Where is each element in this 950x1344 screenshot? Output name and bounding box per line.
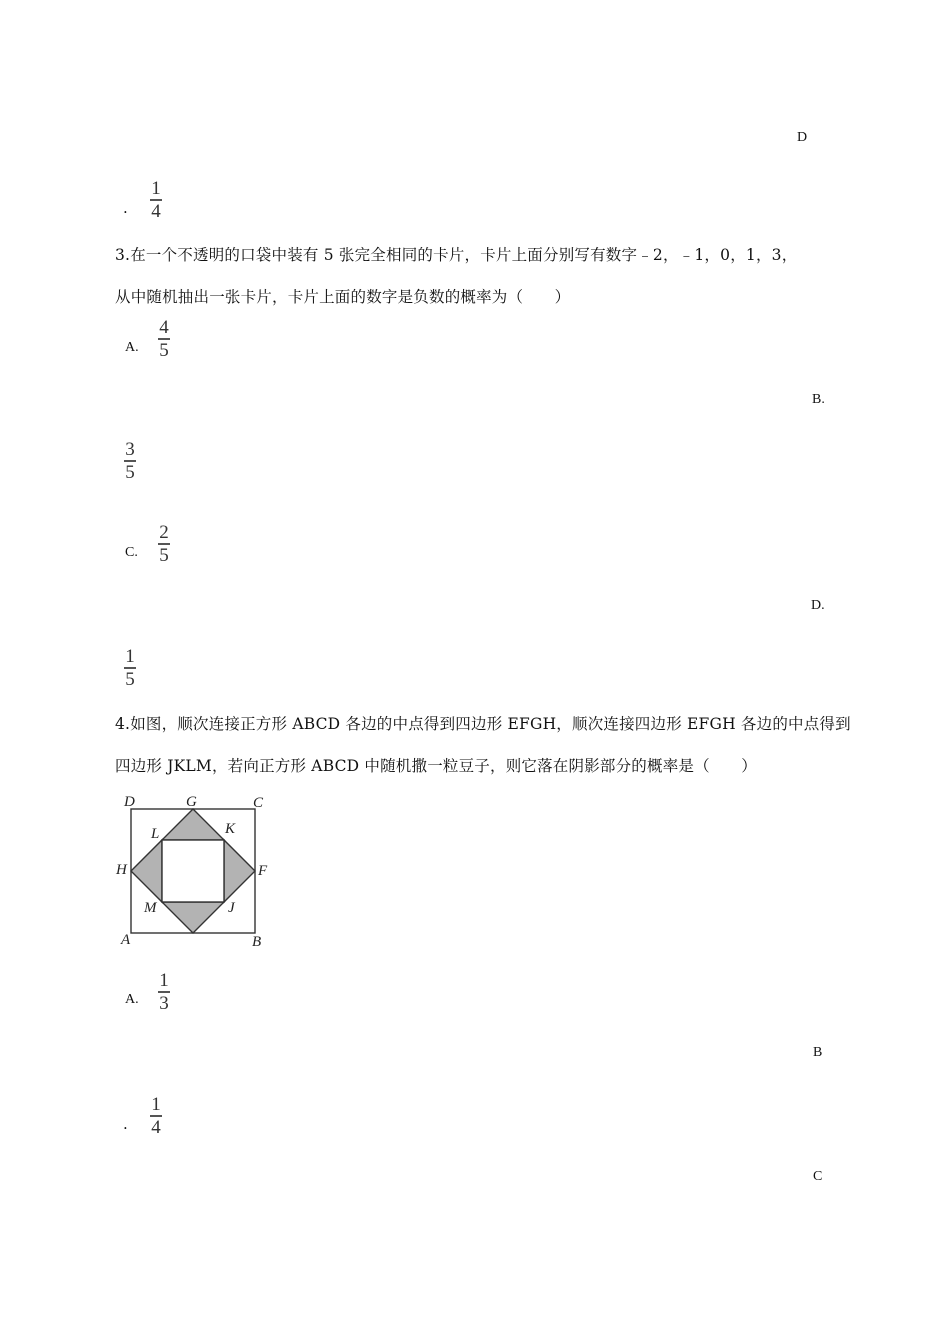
shaded-triangle-top	[162, 809, 224, 840]
q3-option-d-label: D.	[811, 598, 825, 613]
shaded-triangle-left	[131, 840, 162, 902]
label-k: K	[225, 821, 236, 837]
label-b: B	[252, 934, 262, 950]
q4-option-b-label: B	[813, 1045, 823, 1060]
label-c: C	[253, 795, 264, 811]
fraction-denominator: 4	[151, 200, 161, 222]
fraction-numerator: 1	[159, 970, 169, 991]
fraction-denominator: 5	[159, 339, 169, 361]
question-4-line-1: 4.如图，顺次连接正方形 ABCD 各边的中点得到四边形 EFGH，顺次连接四边形 EFGH 各边的中点得到	[115, 715, 851, 733]
q4-option-b-dot: .	[123, 1115, 128, 1133]
fraction-denominator: 5	[125, 668, 135, 690]
label-m: M	[144, 900, 157, 916]
option-d-dot: .	[123, 199, 128, 217]
label-j: J	[228, 900, 235, 916]
option-d-fraction	[150, 180, 162, 220]
q4-option-c-label: C	[813, 1169, 823, 1184]
fraction-numerator: 4	[159, 317, 169, 338]
q3-option-a-fraction	[158, 319, 170, 359]
label-h: H	[116, 862, 127, 878]
q3-option-b-fraction	[124, 441, 136, 481]
q3-option-d-fraction	[124, 648, 136, 688]
fraction-denominator: 5	[159, 544, 169, 566]
q3-option-c-label: C.	[125, 545, 138, 560]
shaded-triangle-right	[224, 840, 255, 902]
label-l: L	[151, 826, 160, 842]
q4-option-a-label: A.	[125, 992, 139, 1007]
fraction-numerator: 3	[125, 439, 135, 460]
fraction-denominator: 4	[151, 1116, 161, 1138]
fraction-numerator: 1	[125, 646, 135, 667]
label-d: D	[124, 794, 135, 810]
fraction-numerator: 1	[151, 178, 161, 199]
q3-option-b-label: B.	[812, 392, 825, 407]
question-3-line-2: 从中随机抽出一张卡片，卡片上面的数字是负数的概率为（ ）	[115, 288, 571, 306]
fraction-denominator: 3	[159, 992, 169, 1014]
shaded-triangle-bottom	[162, 902, 224, 933]
label-a: A	[121, 932, 131, 948]
option-d-label: D	[797, 130, 808, 145]
label-f: F	[258, 863, 268, 879]
q3-option-a-label: A.	[125, 340, 139, 355]
square-midpoint-figure	[110, 790, 280, 952]
question-3-line-1: 3.在一个不透明的口袋中装有 5 张完全相同的卡片，卡片上面分别写有数字﹣2，﹣1，0，1，3，	[115, 246, 798, 264]
fraction-numerator: 1	[151, 1094, 161, 1115]
question-4-line-2: 四边形 JKLM，若向正方形 ABCD 中随机撒一粒豆子，则它落在阴影部分的概率是（ ）	[115, 757, 757, 775]
fraction-numerator: 2	[159, 522, 169, 543]
q4-option-a-fraction	[158, 972, 170, 1012]
square-jklm	[162, 840, 224, 902]
fraction-denominator: 5	[125, 461, 135, 483]
q3-option-c-fraction	[158, 524, 170, 564]
label-g: G	[186, 794, 197, 810]
q4-option-b-fraction	[150, 1096, 162, 1136]
